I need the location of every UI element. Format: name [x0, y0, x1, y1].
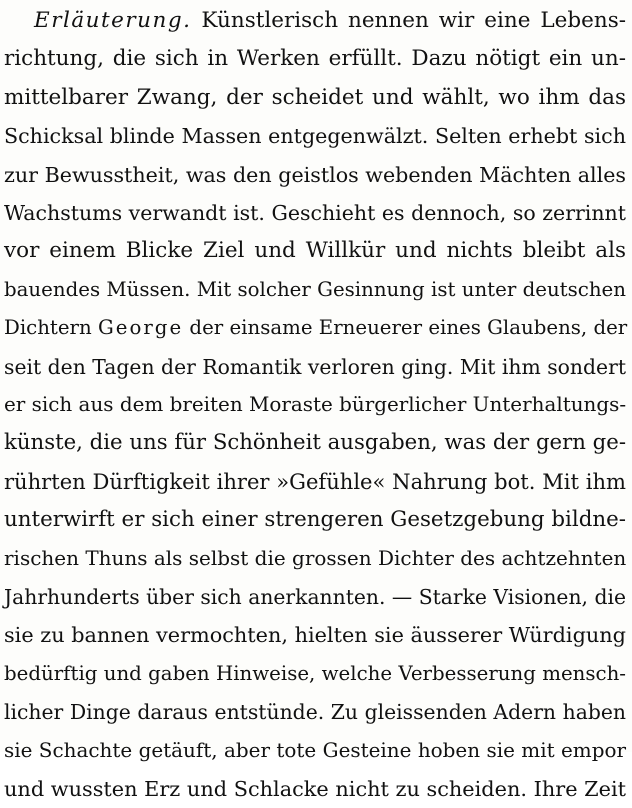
text-line-15: rischen Thuns als selbst die grossen Dichter des achtzehnten: [4, 546, 627, 571]
author-name: George: [98, 316, 184, 340]
text-line-10: seit den Tagen der Romantik verloren ging. Mit ihm sondert: [4, 354, 626, 379]
text-line-19: licher Dinge daraus entstünde. Zu gleissenden Adern haben: [4, 700, 626, 725]
text-line-12: künste, die uns für Schönheit ausgaben, was der gern ge-: [4, 430, 626, 456]
text-line-13: rührten Dürftigkeit ihrer »Gefühle« Nahrung bot. Mit ihm: [4, 468, 626, 494]
text-line-1-rest: Künstlerisch nennen wir eine Lebens-: [201, 8, 626, 33]
text-line-18: bedürftig und gaben Hinweise, welche Verbesserung mensch-: [4, 661, 626, 685]
text-line-2: richtung, die sich in Werken erfüllt. Dazu nötigt ein un-: [4, 46, 626, 72]
text-line-9-start: Dichtern: [4, 316, 92, 340]
text-line-20: sie Schachte getäuft, aber tote Gesteine hoben sie mit empor: [4, 738, 626, 763]
text-line-9: [4, 309, 626, 347]
text-line-6: Wachstums verwandt ist. Geschieht es dennoch, so zerrinnt: [4, 200, 626, 225]
text-line-21: und wussten Erz und Schlacke nicht zu scheiden. Ihre Zeit: [4, 776, 626, 801]
text-line-11: er sich aus dem breiten Moraste bürgerlicher Unterhaltungs-: [4, 392, 627, 416]
text-line-16: Jahrhunderts über sich anerkannten. — Starke Visionen, die: [4, 584, 626, 609]
lead-word: Erläuterung.: [34, 8, 192, 33]
paragraph-text: [4, 2, 626, 808]
text-line-4: Schicksal blinde Massen entgegenwälzt. Selten erhebt sich: [4, 124, 626, 149]
text-line-14: unterwirft er sich einer strengeren Gesetzgebung bildne-: [4, 507, 626, 533]
text-line-7: vor einem Blicke Ziel und Willkür und nichts bleibt als: [4, 238, 626, 264]
text-line-17: sie zu bannen vermochten, hielten sie äusserer Würdigung: [4, 623, 626, 648]
text-line-5: zur Bewusstheit, was den geistlos webenden Mächten alles: [4, 162, 626, 187]
text-line-8: bauendes Müssen. Mit solcher Gesinnung ist unter deutschen: [4, 277, 626, 301]
text-line-1: [4, 2, 626, 40]
text-line-3: mittelbarer Zwang, der scheidet und wählt, wo ihm das: [4, 84, 626, 110]
text-line-9-end: der einsame Erneuerer eines Glaubens, der: [189, 316, 628, 340]
